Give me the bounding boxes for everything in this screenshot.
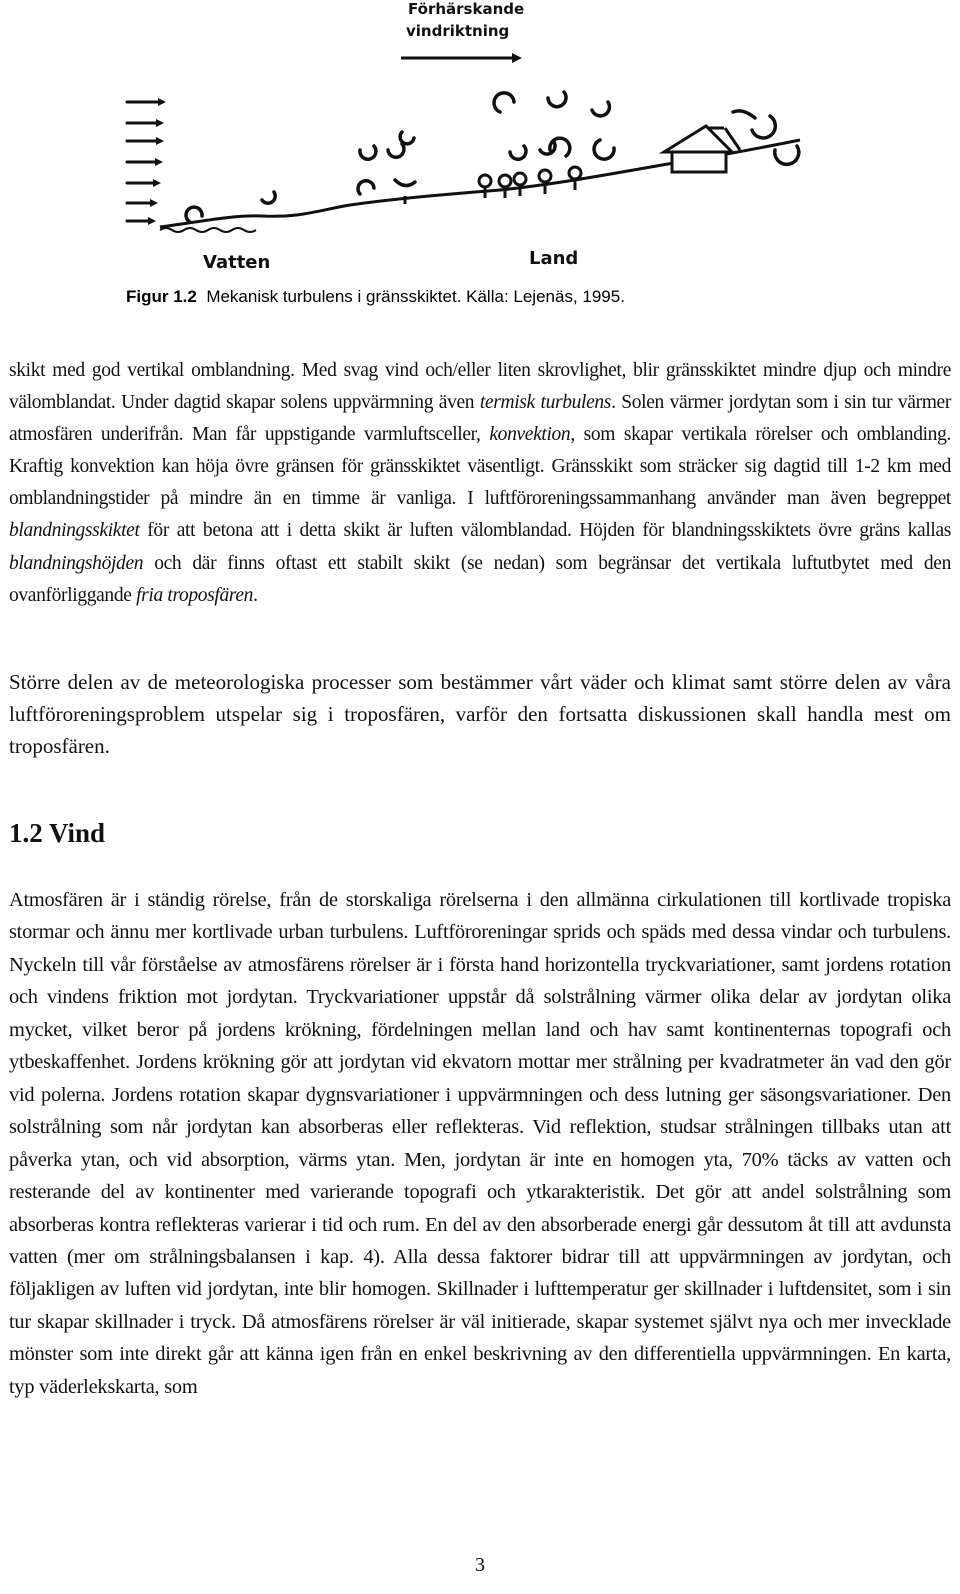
caption-text: Mekanisk turbulens i gränsskiktet. Källa: Lejenäs, 1995.: [206, 287, 625, 306]
emphasized-term: termisk turbulens: [479, 392, 612, 414]
text-run: .: [253, 584, 258, 606]
house-icon: [664, 126, 740, 172]
text-run: . Solen värmer jordytan som i sin tur värmer atmosfären underifrån. Man får uppstigande varmluftsceller,: [9, 392, 952, 446]
emphasized-term: blandningshöjden: [9, 552, 144, 574]
caption-number: Figur 1.2: [126, 287, 197, 306]
text-run: , som skapar vertikala rörelser och omblanding. Kraftig konvektion kan höja övre gränsen för gränsskiktet väsentligt. Gränsskikt som sträcker sig dagtid till 1-2 km med omblandningstider på mindre än en timme är vanliga. I luftföroreningssammanhang använder man även begreppet: [9, 424, 951, 510]
land-label: Land: [529, 248, 579, 269]
trees: [405, 167, 581, 204]
paragraph-wind: Atmosfären är i ständig rörelse, från de storskaliga rörelserna i den allmänna cirkulationen till kortlivade tropiska stormar och ännu mer kortlivade urban turbulens. Luftföroreningar sprids och späds med dessa vindar och turbulens. Nyckeln till vår förståelse av atmosfärens rörelser är i första hand horizontella tryckvariationer, samt jordens rotation och vindens friktion mot jordytan. Tryckvariationer uppstår då solstrålning värmer olika delar av jordytan olika mycket, vilket beror på jordens krökning, fördelningen mellan land och hav samt kontinenternas topografi och ytbeskaffenhet. Jordens krökning gör att jordytan vid ekvatorn mottar mer strålning per kvadratmeter än vad den gör vid polerna. Jordens rotation skapar dygnsvariationer i uppvärmningen och dess lutning ger säsongsvariationer. Den solstrålning som når jordytan kan absorberas eller reflekteras. Vid reflektion, studsar strålningen tillbaks utan att påverka ytan, och vid absorption, värms ytan. Men, jordytan är inte en homogen yta, 70% täcks av vatten och resterande del av kontinenter med varierande topografi och ytkarakteristik. Det gör att andel solstrålning som absorberas kontra reflekteras varierar i tid och rum. En del av den absorberade energi går dessutom åt till att avdunsta vatten (mer om strålningsbalansen i kap. 4). Alla dessa faktorer bidrar till att uppvärmningen av jordytan, och följakligen av luften vid jordytan, inte blir homogen. Skillnader i lufttemperatur ger skillnader i luftdensitet, som i sin tur skapar skillnader i tryck. Då atmosfärens rörelser är väl initierade, skapar systemet självt nya och mer invecklade mönster som inte direkt går att känna igen från en enkel beskrivning av den differentiella uppvärmningen. En karta, typ väderlekskarta, som: [9, 889, 951, 1398]
text-run: för att betona att i detta skikt är luften välomblandad. Höjden för blandningsskiktets övre gräns kallas: [139, 520, 951, 542]
prevailing-wind-arrow: [401, 53, 522, 63]
wind-label-line2: vindriktning: [406, 22, 510, 40]
water-waves: [160, 228, 256, 232]
emphasized-term: konvektion: [489, 424, 571, 446]
emphasized-term: blandningsskiktet: [9, 520, 140, 542]
text-run: och där finns oftast ett stabilt skikt (se nedan) som begränsar det vertikala luftutbytet med den ovanförliggande: [9, 552, 951, 606]
paragraph-troposphere: Större delen av de meteorologiska processer som bestämmer vårt väder och klimat samt större delen av våra luftföroreningsproblem utspelar sig i troposfären, varför den fortsatta diskussionen skall handla mest om troposfären.: [9, 670, 951, 759]
water-label: Vatten: [203, 252, 271, 273]
emphasized-term: fria troposfären: [136, 584, 254, 606]
figure-caption: [126, 287, 826, 307]
turbulence-figure: [0, 0, 960, 300]
section-heading: 1.2 Vind: [9, 818, 106, 848]
wind-arrows: [127, 98, 166, 225]
wind-label-line1: Förhärskande: [408, 0, 525, 18]
page-number: 3: [475, 1554, 485, 1576]
paragraph-mixing-layer: [9, 355, 951, 612]
text-run: skikt med god vertikal omblandning. Med svag vind och/eller liten skrovlighet, blir gränsskiktet mindre djup och mindre välomblandat. Under dagtid skapar solens uppvärmning även: [9, 360, 951, 414]
